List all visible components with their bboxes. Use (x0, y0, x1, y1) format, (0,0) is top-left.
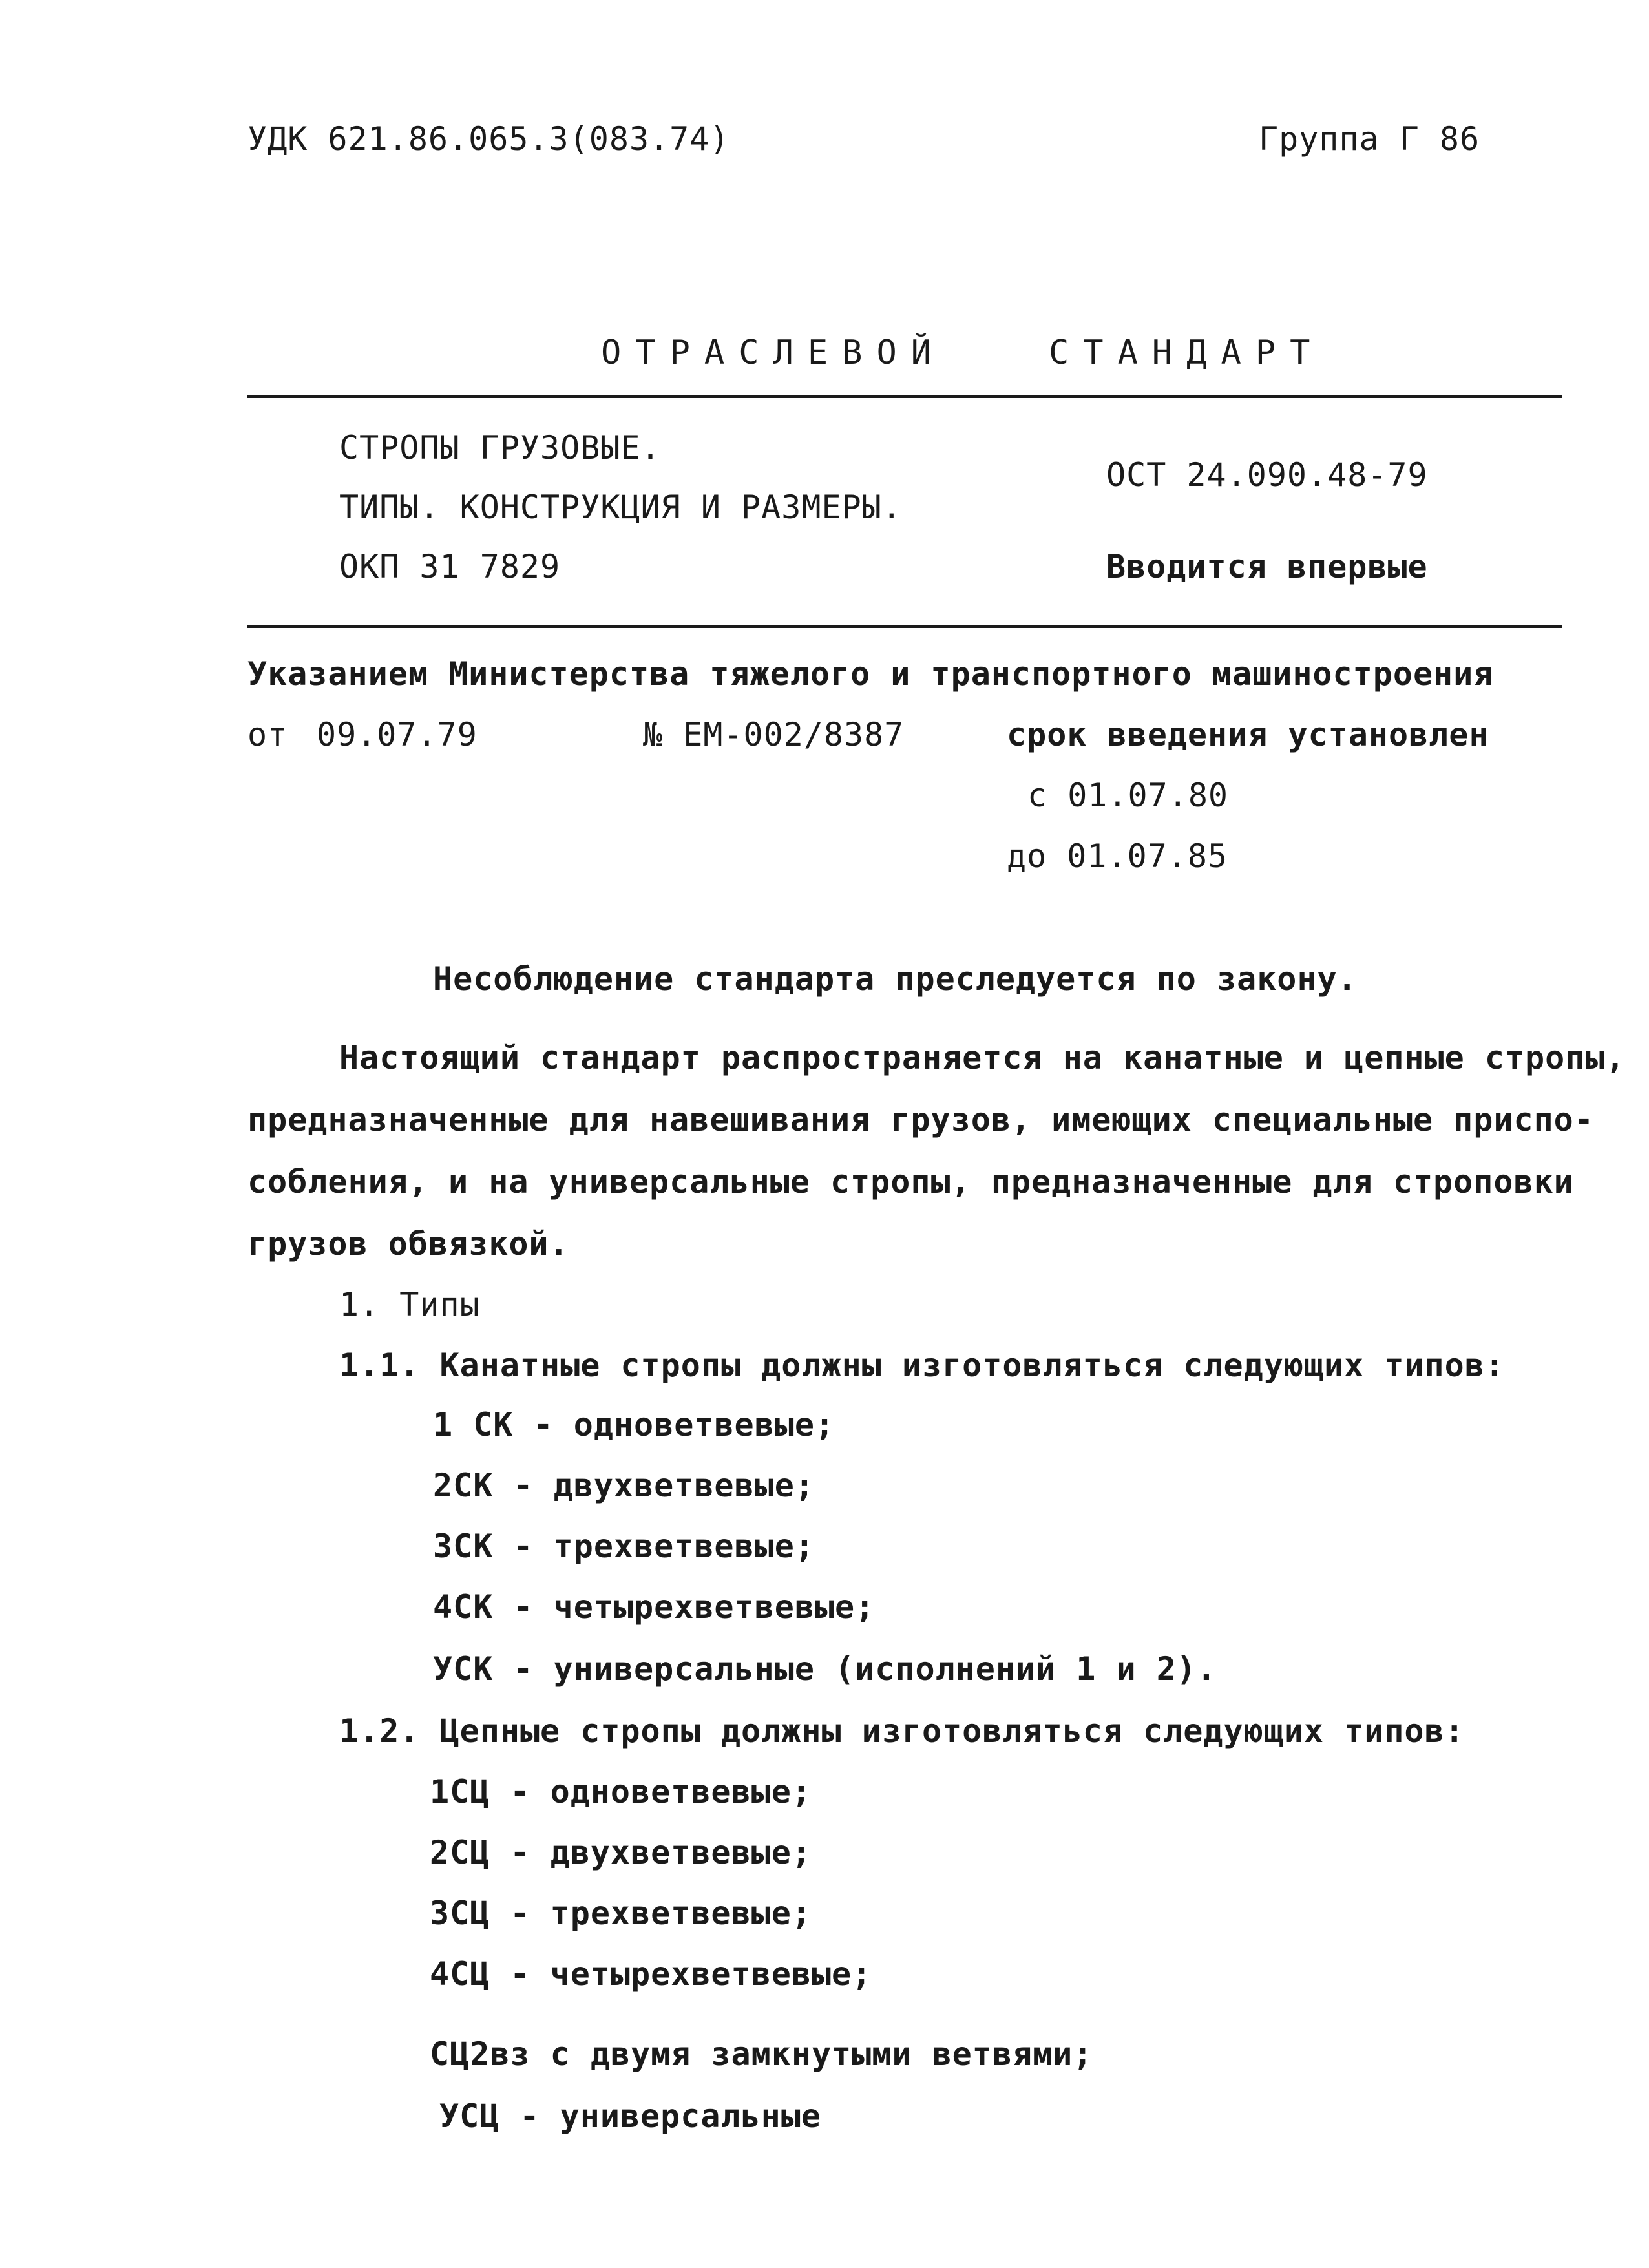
standard-name-line1: СТРОПЫ ГРУЗОВЫЕ. (339, 429, 661, 467)
intro-note: Вводится впервые (1106, 548, 1428, 585)
paragraph-line: грузов обвязкой. (247, 1225, 569, 1263)
rope-type-item: 3СК - трехветвевые; (433, 1528, 815, 1565)
standard-name-line2: ТИПЫ. КОНСТРУКЦИЯ И РАЗМЕРЫ. (339, 488, 902, 526)
paragraph-line: предназначенные для навешивания грузов, имеющих специальные приспо- (247, 1101, 1594, 1139)
rope-type-item: УСК - универсальные (исполнений 1 и 2). (433, 1650, 1217, 1688)
decree-from-date: с 01.07.80 (1027, 777, 1229, 814)
warning-line: Несоблюдение стандарта преследуется по закону. (433, 960, 1358, 998)
section-heading: 1. Типы (339, 1286, 480, 1323)
chain-type-item: 2СЦ - двухветвевые; (430, 1834, 812, 1871)
chain-type-item: 3СЦ - трехветвевые; (430, 1895, 812, 1932)
paragraph-line: Настоящий стандарт распространяется на канатные и цепные стропы, (339, 1039, 1626, 1076)
rope-type-item: 2СК - двухветвевые; (433, 1467, 815, 1504)
item-1-2: 1.2. Цепные стропы должны изготовляться следующих типов: (339, 1712, 1465, 1750)
okp-code: ОКП 31 7829 (339, 548, 561, 585)
decree-term-label: срок введения установлен (1007, 716, 1489, 753)
item-1-1: 1.1. Канатные стропы должны изготовляться следующих типов: (339, 1347, 1505, 1384)
decree-line: Указанием Министерства тяжелого и транспортного машиностроения (247, 655, 1494, 693)
document-title: ОТРАСЛЕВОЙ СТАНДАРТ (601, 333, 1325, 372)
udc-code: УДК 621.86.065.3(083.74) (247, 120, 730, 158)
chain-type-item: СЦ2вз с двумя замкнутыми ветвями; (430, 2035, 1093, 2073)
chain-type-item: 1СЦ - одноветвевые; (430, 1773, 812, 1811)
rope-type-item: 1 СК - одноветвевые; (433, 1406, 835, 1444)
decree-from-label: от (247, 716, 288, 753)
paragraph-line: собления, и на универсальные стропы, предназначенные для строповки (247, 1163, 1574, 1201)
rope-type-item: 4СК - четырехветвевые; (433, 1588, 876, 1626)
decree-date: 09.07.79 (317, 716, 478, 753)
group-code: Группа Г 86 (1259, 120, 1480, 158)
chain-type-item: 4СЦ - четырехветвевые; (430, 1955, 872, 1993)
top-rule (247, 395, 1562, 398)
standard-code: ОСТ 24.090.48-79 (1106, 456, 1428, 494)
decree-number: № ЕМ-002/8387 (643, 716, 905, 753)
chain-type-item: УСЦ - универсальные (439, 2097, 821, 2135)
bottom-rule (247, 625, 1562, 628)
decree-to-date: до 01.07.85 (1007, 837, 1228, 875)
